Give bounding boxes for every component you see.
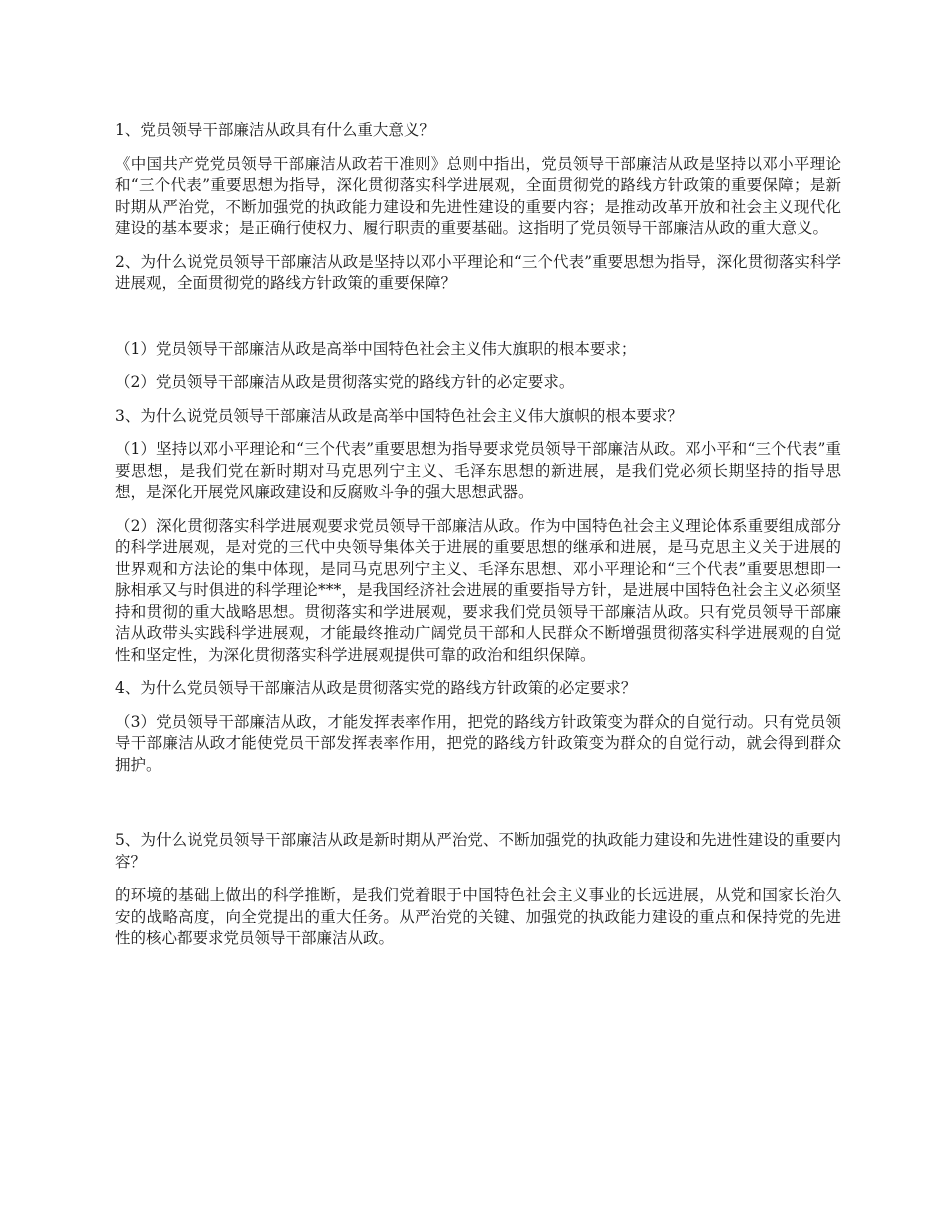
answer-3-item-2: （2）深化贯彻落实科学进展观要求党员领导干部廉洁从政。作为中国特色社会主义理论体系重要组成部分的科学进展观，是对党的三代中央领导集体关于进展的重要思想的继承和进展，是马克思主义关于进展的世界观和方法论的集中体现，是同马克思列宁主义、毛泽东思想、邓小平理论和“三个代表”重要思想即一脉相承又与时俱进的科学理论***，是我国经济社会进展的重要指导方针，是进展中国特色社会主义必须坚持和贯彻的重大战略思想。贯彻落实和学进展观，要求我们党员领导干部廉洁从政。只有党员领导干部廉洁从政带头实践科学进展观，才能最终推动广阔党员干部和人民群众不断增强贯彻落实科学进展观的自觉性和坚定性，为深化贯彻落实科学进展观提供可靠的政治和组织保障。 [115, 516, 841, 664]
document-page [115, 120, 841, 962]
answer-2-item-1: （1）党员领导干部廉洁从政是高举中国特色社会主义伟大旗职的根本要求； [115, 339, 637, 358]
answer-3-item-1: （1）坚持以邓小平理论和“三个代表”重要思想为指导要求党员领导干部廉洁从政。邓小平和“三个代表”重要思想，是我们党在新时期对马克思列宁主义、毛泽东思想的新进展，是我们党必须长期坚持的指导思想，是深化开展党风廉政建设和反腐败斗争的强大思想武器。 [115, 440, 841, 501]
answer-5: 的环境的基础上做出的科学推断，是我们党着眼于中国特色社会主义事业的长远进展，从党和国家长治久安的战略高度，向全党提出的重大任务。从严治党的关键、加强党的执政能力建设的重点和保持党的先进性的核心都要求党员领导干部廉洁从政。 [115, 886, 841, 947]
answer-1: 《中国共产党党员领导干部廉洁从政若干准则》总则中指出，党员领导干部廉洁从政是坚持以邓小平理论和“三个代表”重要思想为指导，深化贯彻落实科学进展观，全面贯彻党的路线方针政策的重要保障；是新时期从严治党，不断加强党的执政能力建设和先进性建设的重要内容；是推动改革开放和社会主义现代化建设的基本要求；是正确行使权力、履行职责的重要基础。这指明了党员领导干部廉洁从政的重大意义。 [115, 154, 841, 237]
question-3: 3、为什么说党员领导干部廉洁从政是高举中国特色社会主义伟大旗帜的根本要求？ [115, 406, 683, 425]
spacer [115, 307, 841, 339]
question-2: 2、为什么说党员领导干部廉洁从政是坚持以邓小平理论和“三个代表”重要思想为指导，深化贯彻落实科学进展观，全面贯彻党的路线方针政策的重要保障？ [115, 252, 841, 292]
question-1: 1、党员领导干部廉洁从政具有什么重大意义？ [115, 121, 435, 139]
spacer [115, 788, 841, 830]
answer-2-item-2: （2）党员领导干部廉洁从政是贯彻落实党的路线方针的必定要求。 [115, 373, 575, 391]
question-5: 5、为什么说党员领导干部廉洁从政是新时期从严治党、不断加强党的执政能力建设和先进性建设的重要内容？ [115, 831, 841, 871]
question-4: 4、为什么党员领导干部廉洁从政是贯彻落实党的路线方针政策的必定要求？ [115, 679, 637, 697]
answer-4: （3）党员领导干部廉洁从政，才能发挥表率作用，把党的路线方针政策变为群众的自觉行动。只有党员领导干部廉洁从政才能使党员干部发挥表率作用，把党的路线方针政策变为群众的自觉行动，就会得到群众拥护。 [115, 712, 841, 774]
